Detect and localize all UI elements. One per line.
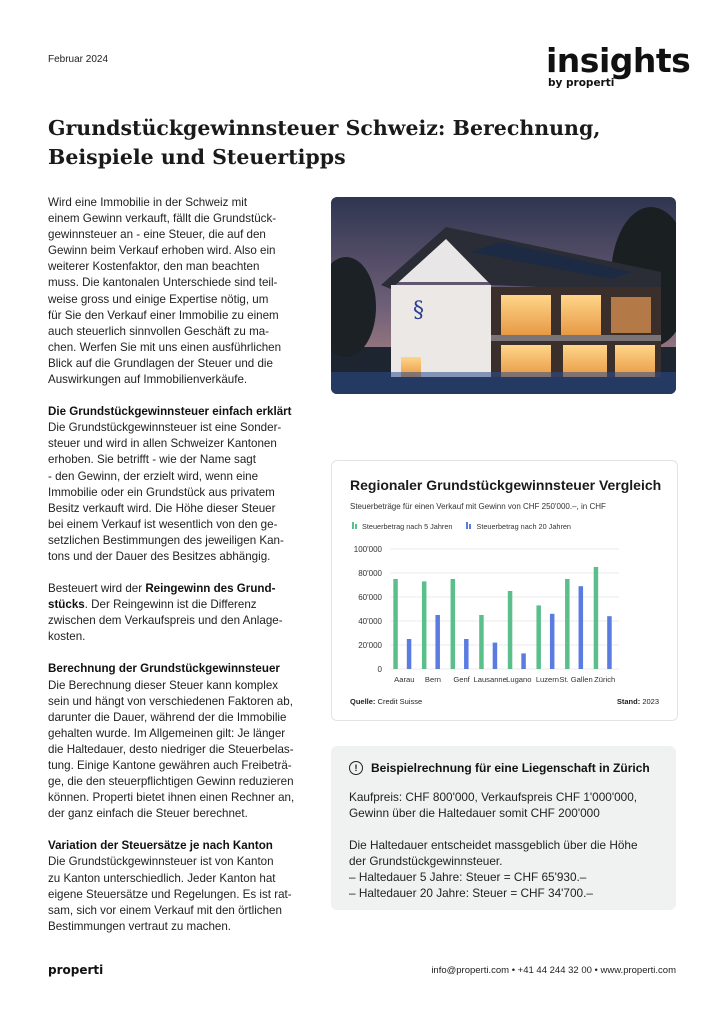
- x-tick-label: Aarau: [394, 675, 415, 684]
- text-line: weiterer Kostenfaktor, den man beachten: [48, 260, 260, 274]
- text-line: eigene Steuersätze und Regelungen. Es ist rat-: [48, 887, 292, 901]
- text-line: können. Properti bietet ihnen einen Rechner an,: [48, 791, 295, 805]
- text-line: darunter die Dauer, während der die Immobilie: [48, 710, 287, 724]
- example-calculation-box: [331, 746, 676, 910]
- text-line: setzlichen Bestimmungen des jeweiligen Kan-: [48, 533, 284, 547]
- source-value: Credit Suisse: [377, 697, 423, 706]
- house-photo: [331, 197, 676, 394]
- info-icon: !: [349, 761, 363, 775]
- logo-wordmark: insights: [546, 41, 691, 80]
- text-line: Bestimmungen vertraut zu machen.: [48, 919, 232, 933]
- bar-20-years: [579, 586, 584, 669]
- section-heading-calculation: Berechnung der Grundstückgewinnsteuer: [48, 662, 280, 676]
- text-line: auch steuerlich sinnvollen Geschäft zu ma-: [48, 324, 270, 338]
- y-tick-label: 40'000: [358, 617, 382, 626]
- insights-logo[interactable]: [546, 41, 691, 89]
- bar-5-years: [565, 579, 570, 669]
- y-tick-label: 20'000: [358, 641, 382, 650]
- text-line: – Haltedauer 20 Jahre: Steuer = CHF 34'700.–: [349, 886, 593, 901]
- chart-legend: [352, 522, 571, 531]
- logo-tagline: by properti: [548, 77, 615, 89]
- text-line: Die Haltedauer entscheidet massgeblich über die Höhe: [349, 838, 638, 853]
- text-line: chen. Werfen Sie mit uns einen ausführlichen: [48, 340, 282, 354]
- svg-text:§: §: [413, 298, 424, 323]
- text-line: kosten.: [48, 630, 86, 644]
- section-variation-paragraph: [48, 854, 313, 934]
- source-label: Quelle:: [350, 697, 376, 706]
- text-line: Blick auf die Grundlagen der Steuer und die: [48, 356, 273, 370]
- publication-date: Februar 2024: [48, 54, 109, 65]
- bar-20-years: [607, 616, 612, 669]
- text-line: Die Grundstückgewinnsteuer ist eine Sonder-: [48, 421, 282, 435]
- house-illustration: [331, 197, 676, 394]
- x-tick-label: Bern: [424, 675, 441, 684]
- text-line: Immobilie oder ein Grundstück aus privatem: [48, 485, 275, 499]
- section-heading-variation: Variation der Steuersätze je nach Kanton: [48, 839, 273, 853]
- text-line: Gewinn beim Verkauf erhoben wird. Also ein: [48, 244, 276, 258]
- y-tick-label: 80'000: [358, 569, 382, 578]
- example-heading-text: Beispielrechnung für eine Liegenschaft in Zürich: [371, 761, 650, 775]
- intro-paragraph: [48, 195, 313, 388]
- text-line: steuer und wird in allen Schweizer Kantonen: [48, 437, 277, 451]
- x-tick-label: Lausanne: [473, 675, 507, 684]
- text-line: gewinnsteuer an - eine Steuer, die auf den: [48, 228, 266, 242]
- title-line-1: Grundstückgewinnsteuer Schweiz: Berechnung,: [48, 116, 601, 140]
- chart-title: Regionaler Grundstückgewinnsteuer Vergleich: [350, 477, 662, 493]
- text-line: - den Gewinn, der erzielt wird, wenn eine: [48, 469, 259, 483]
- x-tick-label: Zürich: [594, 675, 616, 684]
- text-line: sam, sich vor einem Verkauf mit den örtlichen: [48, 903, 282, 917]
- text-line: zu Kanton unterschiedlich. Jeder Kanton hat: [48, 871, 276, 885]
- stand-label: Stand:: [616, 697, 641, 706]
- text-line: Die Grundstückgewinnsteuer ist von Kanton: [48, 855, 274, 869]
- stand-value: 2023: [642, 697, 659, 706]
- legend-label: Steuerbetrag nach 20 Jahren: [476, 522, 571, 531]
- text-line: zwischen dem Verkaufspreis und den Anlage-: [48, 614, 283, 628]
- title-line-2: Beispiele und Steuertipps: [48, 145, 346, 169]
- chart-subtitle: Steuerbeträge für einen Verkauf mit Gewinn von CHF 250'000.–, in CHF: [350, 502, 606, 511]
- text-line: Besitz verkauft wird. Die Höhe dieser Steuer: [48, 501, 276, 515]
- bar-20-years: [550, 614, 555, 669]
- bar-20-years: [521, 653, 526, 669]
- text-line: tung. Einige Kantone gewähren auch Freibeträ-: [48, 759, 292, 772]
- x-tick-label: Luzern: [535, 675, 560, 684]
- y-tick-label: 100'000: [353, 545, 382, 554]
- bar-5-years: [594, 567, 599, 669]
- bar-20-years: [493, 643, 498, 669]
- example-heading: [349, 761, 650, 775]
- example-prices: [349, 789, 664, 821]
- bar-20-years: [435, 615, 440, 669]
- text-line: gehalten wurde. Im Allgemeinen gilt: Je länger: [48, 726, 286, 740]
- bar-5-years: [536, 605, 541, 669]
- article-title: [48, 114, 668, 172]
- text-line: ge, die den steuerpflichtigen Gewinn reduzieren: [48, 775, 294, 789]
- bold-term: Reingewinn des Grund-: [145, 582, 276, 596]
- text-fragment: Besteuert wird der: [48, 582, 146, 596]
- text-line: der ganz einfach die Steuer berechnet.: [48, 807, 248, 821]
- text-line: weise gross und einige Expertise nötig, um: [48, 292, 269, 306]
- text-line: Wird eine Immobilie in der Schweiz mit: [48, 196, 248, 209]
- chart-plot: [332, 539, 677, 689]
- legend-item-20-years: [466, 522, 571, 531]
- x-tick-label: St. Gallen: [559, 675, 593, 684]
- x-tick-label: Genf: [453, 675, 470, 684]
- text-line: der Grundstückgewinnsteuer.: [349, 854, 503, 869]
- bar-20-years: [464, 639, 469, 669]
- footer-logo[interactable]: properti: [48, 963, 104, 977]
- legend-item-5-years: [352, 522, 452, 531]
- bar-5-years: [422, 581, 427, 669]
- example-body: [349, 789, 664, 902]
- text-line: Kaufpreis: CHF 800'000, Verkaufspreis CHF 1'000'000,: [349, 790, 638, 804]
- text-line: erhoben. Sie betrifft - wie der Name sagt: [48, 453, 256, 467]
- article-body: [48, 195, 313, 935]
- text-line: – Haltedauer 5 Jahre: Steuer = CHF 65'930.–: [349, 870, 587, 885]
- text-line: bei einem Verkauf ist wesentlich von den ge-: [48, 517, 278, 531]
- chart-stand: [617, 697, 659, 706]
- net-profit-paragraph: [48, 581, 313, 645]
- footer-contact[interactable]: info@properti.com • +41 44 244 32 00 • www.properti.com: [431, 965, 676, 976]
- y-tick-label: 0: [377, 665, 382, 674]
- bar-5-years: [508, 591, 513, 669]
- x-tick-label: Lugano: [506, 675, 532, 684]
- legend-swatch-20-years: [466, 522, 472, 531]
- section-calculation-paragraph: [48, 678, 313, 823]
- y-tick-label: 60'000: [358, 593, 382, 602]
- text-line: für Sie den Verkauf einer Immobilie zu einem: [48, 308, 279, 322]
- section-explained-paragraph: [48, 420, 313, 565]
- text-fragment: . Der Reingewinn ist die Differenz: [84, 598, 257, 612]
- chart-source: [350, 697, 422, 706]
- section-heading-explained: Die Grundstückgewinnsteuer einfach erklärt: [48, 405, 292, 419]
- example-results: [349, 837, 664, 901]
- bar-5-years: [451, 579, 456, 669]
- text-line: Auswirkungen auf Immobilienverkäufe.: [48, 373, 248, 387]
- tax-comparison-chart: [331, 460, 678, 721]
- bar-5-years: [393, 579, 398, 669]
- text-line: muss. Die kantonalen Unterschiede sind teil-: [48, 276, 278, 290]
- text-line: einem Gewinn verkauft, fällt die Grundstück-: [48, 212, 277, 226]
- text-line: die Haltedauer, desto niedriger die Steuerbelas-: [48, 742, 294, 756]
- bold-term: stücks: [48, 598, 85, 612]
- legend-swatch-5-years: [352, 522, 358, 531]
- bar-20-years: [407, 639, 412, 669]
- bar-5-years: [479, 615, 484, 669]
- legend-label: Steuerbetrag nach 5 Jahren: [362, 522, 453, 531]
- text-line: Die Berechnung dieser Steuer kann komplex: [48, 678, 279, 692]
- text-line: Gewinn über die Haltedauer somit CHF 200'000: [349, 806, 600, 821]
- text-line: tons und der Dauer des Besitzes abhängig.: [48, 549, 271, 563]
- text-line: sein und hängt von verschiedenen Faktoren ab,: [48, 694, 293, 708]
